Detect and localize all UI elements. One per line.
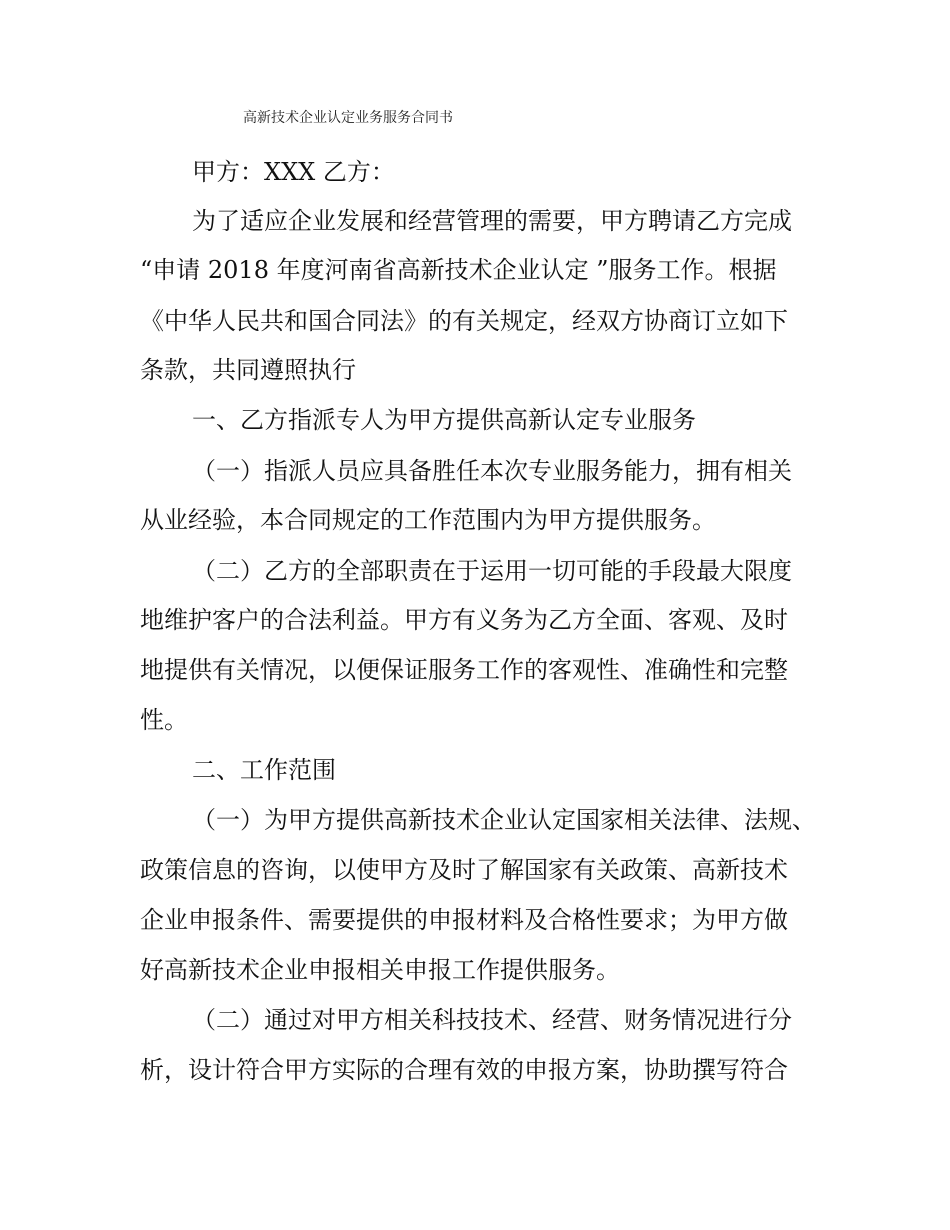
section-heading: 二、工作范围	[192, 756, 336, 784]
body-line: 《中华人民共和国合同法》的有关规定，经双方协商订立如下	[140, 307, 788, 335]
body-line: （一）为甲方提供高新技术企业认定国家相关法律、法规、	[192, 806, 816, 834]
body-line: 从业经验，本合同规定的工作范围内为甲方提供服务。	[140, 506, 716, 534]
body-line: 好高新技术企业申报相关申报工作提供服务。	[140, 956, 620, 984]
document-header: 高新技术企业认定业务服务合同书	[243, 110, 453, 126]
body-line: 为了适应企业发展和经营管理的需要，甲方聘请乙方完成	[192, 207, 792, 235]
body-line: （二）乙方的全部职责在于运用一切可能的手段最大限度	[192, 557, 792, 585]
body-line: 性。	[140, 706, 188, 734]
body-line: 析，设计符合甲方实际的合理有效的申报方案，协助撰写符合	[140, 1056, 788, 1084]
body-line: 地维护客户的合法利益。甲方有义务为乙方全面、客观、及时	[140, 606, 788, 634]
body-line: 政策信息的咨询，以使甲方及时了解国家有关政策、高新技术	[140, 856, 788, 884]
body-line: （二）通过对甲方相关科技技术、经营、财务情况进行分	[192, 1006, 792, 1034]
parties-line: 甲方：XXX 乙方：	[192, 158, 395, 186]
body-line: 条款，共同遵照执行	[140, 356, 356, 384]
body-line: “申请 2018 年度河南省高新技术企业认定 ”服务工作。根据	[140, 256, 777, 284]
section-heading: 一、乙方指派专人为甲方提供高新认定专业服务	[192, 406, 696, 434]
body-line: 地提供有关情况，以便保证服务工作的客观性、准确性和完整	[140, 656, 788, 684]
body-line: （一）指派人员应具备胜任本次专业服务能力，拥有相关	[192, 457, 792, 485]
body-line: 企业申报条件、需要提供的申报材料及合格性要求；为甲方做	[140, 906, 788, 934]
